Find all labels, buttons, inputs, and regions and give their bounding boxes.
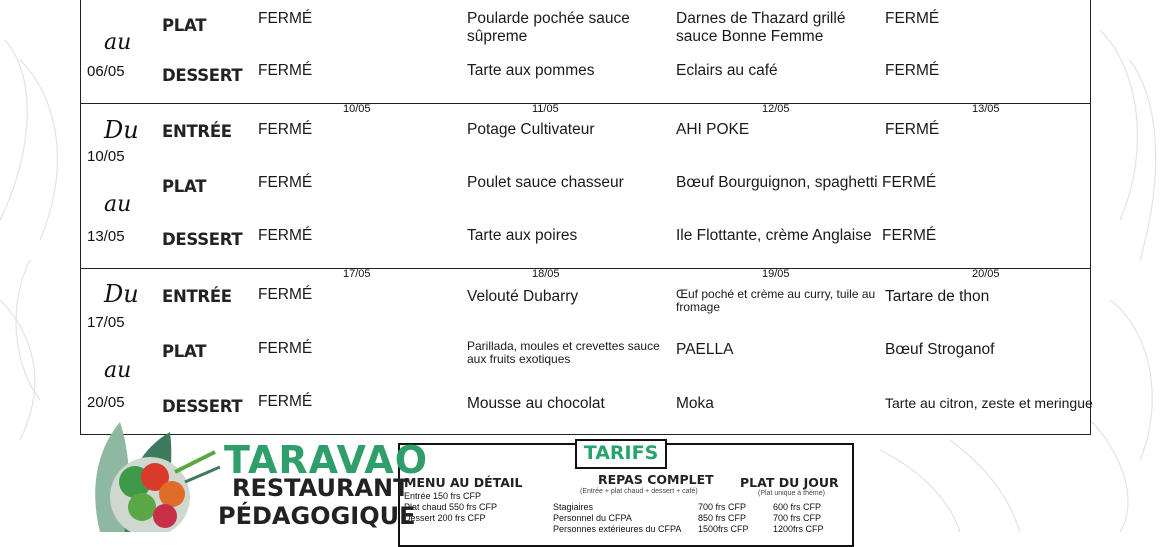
week3-date-end: 20/05 [87,394,125,411]
week3-plat-thu: Bœuf Stroganof [885,341,995,358]
date-word-au: au [104,192,132,217]
week3-entree-tue: Velouté Dubarry [467,288,579,305]
week1-plat-thu: FERMÉ [885,10,940,27]
week2-dessert-mon: FERMÉ [258,227,313,244]
week1-dessert-tue: Tarte aux pommes [467,62,595,79]
plat-du-jour-price: 1200frs CFP [773,524,824,534]
week1-plat-mon: FERMÉ [258,10,313,27]
week3-plat-tue: Parillada, moules et crevettes sauce aux fruits exotiques [467,339,660,366]
week2-dessert-thu: FERMÉ [882,227,937,244]
week1-plat-wed: Darnes de Thazard grillé sauce Bonne Femme [676,10,846,45]
week1-date-end: 06/05 [87,63,125,80]
week3-dessert-wed: Moka [676,395,714,412]
row-labels [0,0,243,434]
repas-complet-price: 1500frs CFP [698,524,749,534]
week3-day-header-3: 19/05 [762,268,790,280]
week2-plat-mon: FERMÉ [258,174,313,191]
week2-date-start: 10/05 [87,148,125,165]
course-label-dessert: DESSERT [162,66,243,85]
week3-plat-wed: PAELLA [676,341,734,358]
repas-complet-sub: (Entrée + plat chaud + dessert + café) [580,488,698,495]
repas-complet-price: 700 frs CFP [698,502,747,512]
week3-dessert-thu: Tarte au citron, zeste et meringue [885,395,1093,411]
week2-dessert-tue: Tarte aux poires [467,227,578,244]
course-label-plat: PLAT [162,342,207,361]
week3-plat-mon: FERMÉ [258,340,313,357]
tarifs-title: TARIFS [575,439,667,469]
repas-complet-label: Personnel du CFPA [553,513,632,523]
week3-date-start: 17/05 [87,314,125,331]
week2-day-header-2: 11/05 [532,103,559,115]
week2-date-end: 13/05 [87,228,125,245]
logo-title: TARAVAO [224,438,429,482]
week3-entree-thu: Tartare de thon [885,288,990,305]
week2-plat-wed: Bœuf Bourguignon, spaghetti [676,174,878,191]
repas-complet-heading: REPAS COMPLET [598,472,714,487]
week1-dessert-wed: Eclairs au café [676,62,778,79]
week2-dessert-wed: Ile Flottante, crème Anglaise [676,227,872,244]
tarifs-panel [398,443,854,547]
repas-complet-label: Stagiaires [553,502,594,512]
plat-du-jour-heading: PLAT DU JOUR [740,475,839,490]
date-word-au: au [104,30,132,55]
plat-du-jour-price: 600 frs CFP [773,502,822,512]
week3-dessert-mon: FERMÉ [258,393,313,410]
course-label-plat: PLAT [162,177,207,196]
week2-entree-tue: Potage Cultivateur [467,121,595,138]
plat-du-jour-sub: (Plat unique à thème) [758,490,825,497]
menu-detail-line: Entrée 150 frs CFP [404,491,482,501]
week2-plat-tue: Poulet sauce chasseur [467,174,624,191]
date-word-du: Du [104,280,139,308]
plat-du-jour-price: 700 frs CFP [773,513,822,523]
date-word-au: au [104,358,132,383]
course-label-entree: ENTRÉE [162,287,232,306]
logo-subtitle-restaurant: RESTAURANT [232,474,410,502]
menu-detail-heading: MENU AU DÉTAIL [404,475,523,490]
repas-complet-label: Personnes extérieures du CFPA [553,524,682,534]
week2-day-header-1: 10/05 [343,103,371,115]
week3-entree-wed: Œuf poché et crème au curry, tuile au fromage [676,287,876,314]
week3-dessert-tue: Mousse au chocolat [467,395,605,412]
course-label-entree: ENTRÉE [162,122,232,141]
week1-dessert-thu: FERMÉ [885,62,940,79]
week1-dessert-mon: FERMÉ [258,62,313,79]
week2-day-header-3: 12/05 [762,103,790,115]
menu-detail-line: Plat chaud 550 frs CFP [404,502,498,512]
week2-entree-thu: FERMÉ [885,121,940,138]
week2-plat-thu: FERMÉ [882,174,937,191]
logo-subtitle-pedagogique: PÉDAGOGIQUE [218,502,416,530]
week2-entree-mon: FERMÉ [258,121,313,138]
date-word-du: Du [104,116,139,144]
week2-entree-wed: AHI POKE [676,121,750,138]
week2-day-header-4: 13/05 [972,103,1000,115]
repas-complet-price: 850 frs CFP [698,513,747,523]
week3-day-header-4: 20/05 [972,268,1000,280]
course-label-dessert: DESSERT [162,230,243,249]
course-label-dessert: DESSERT [162,397,243,416]
week1-plat-tue: Poularde pochée sauce sûpreme [467,10,630,45]
week3-day-header-2: 18/05 [532,268,560,280]
menu-detail-line: Dessert 200 frs CFP [404,513,486,523]
week3-entree-mon: FERMÉ [258,286,313,303]
week3-day-header-1: 17/05 [343,268,371,280]
course-label-plat: PLAT [162,16,207,35]
